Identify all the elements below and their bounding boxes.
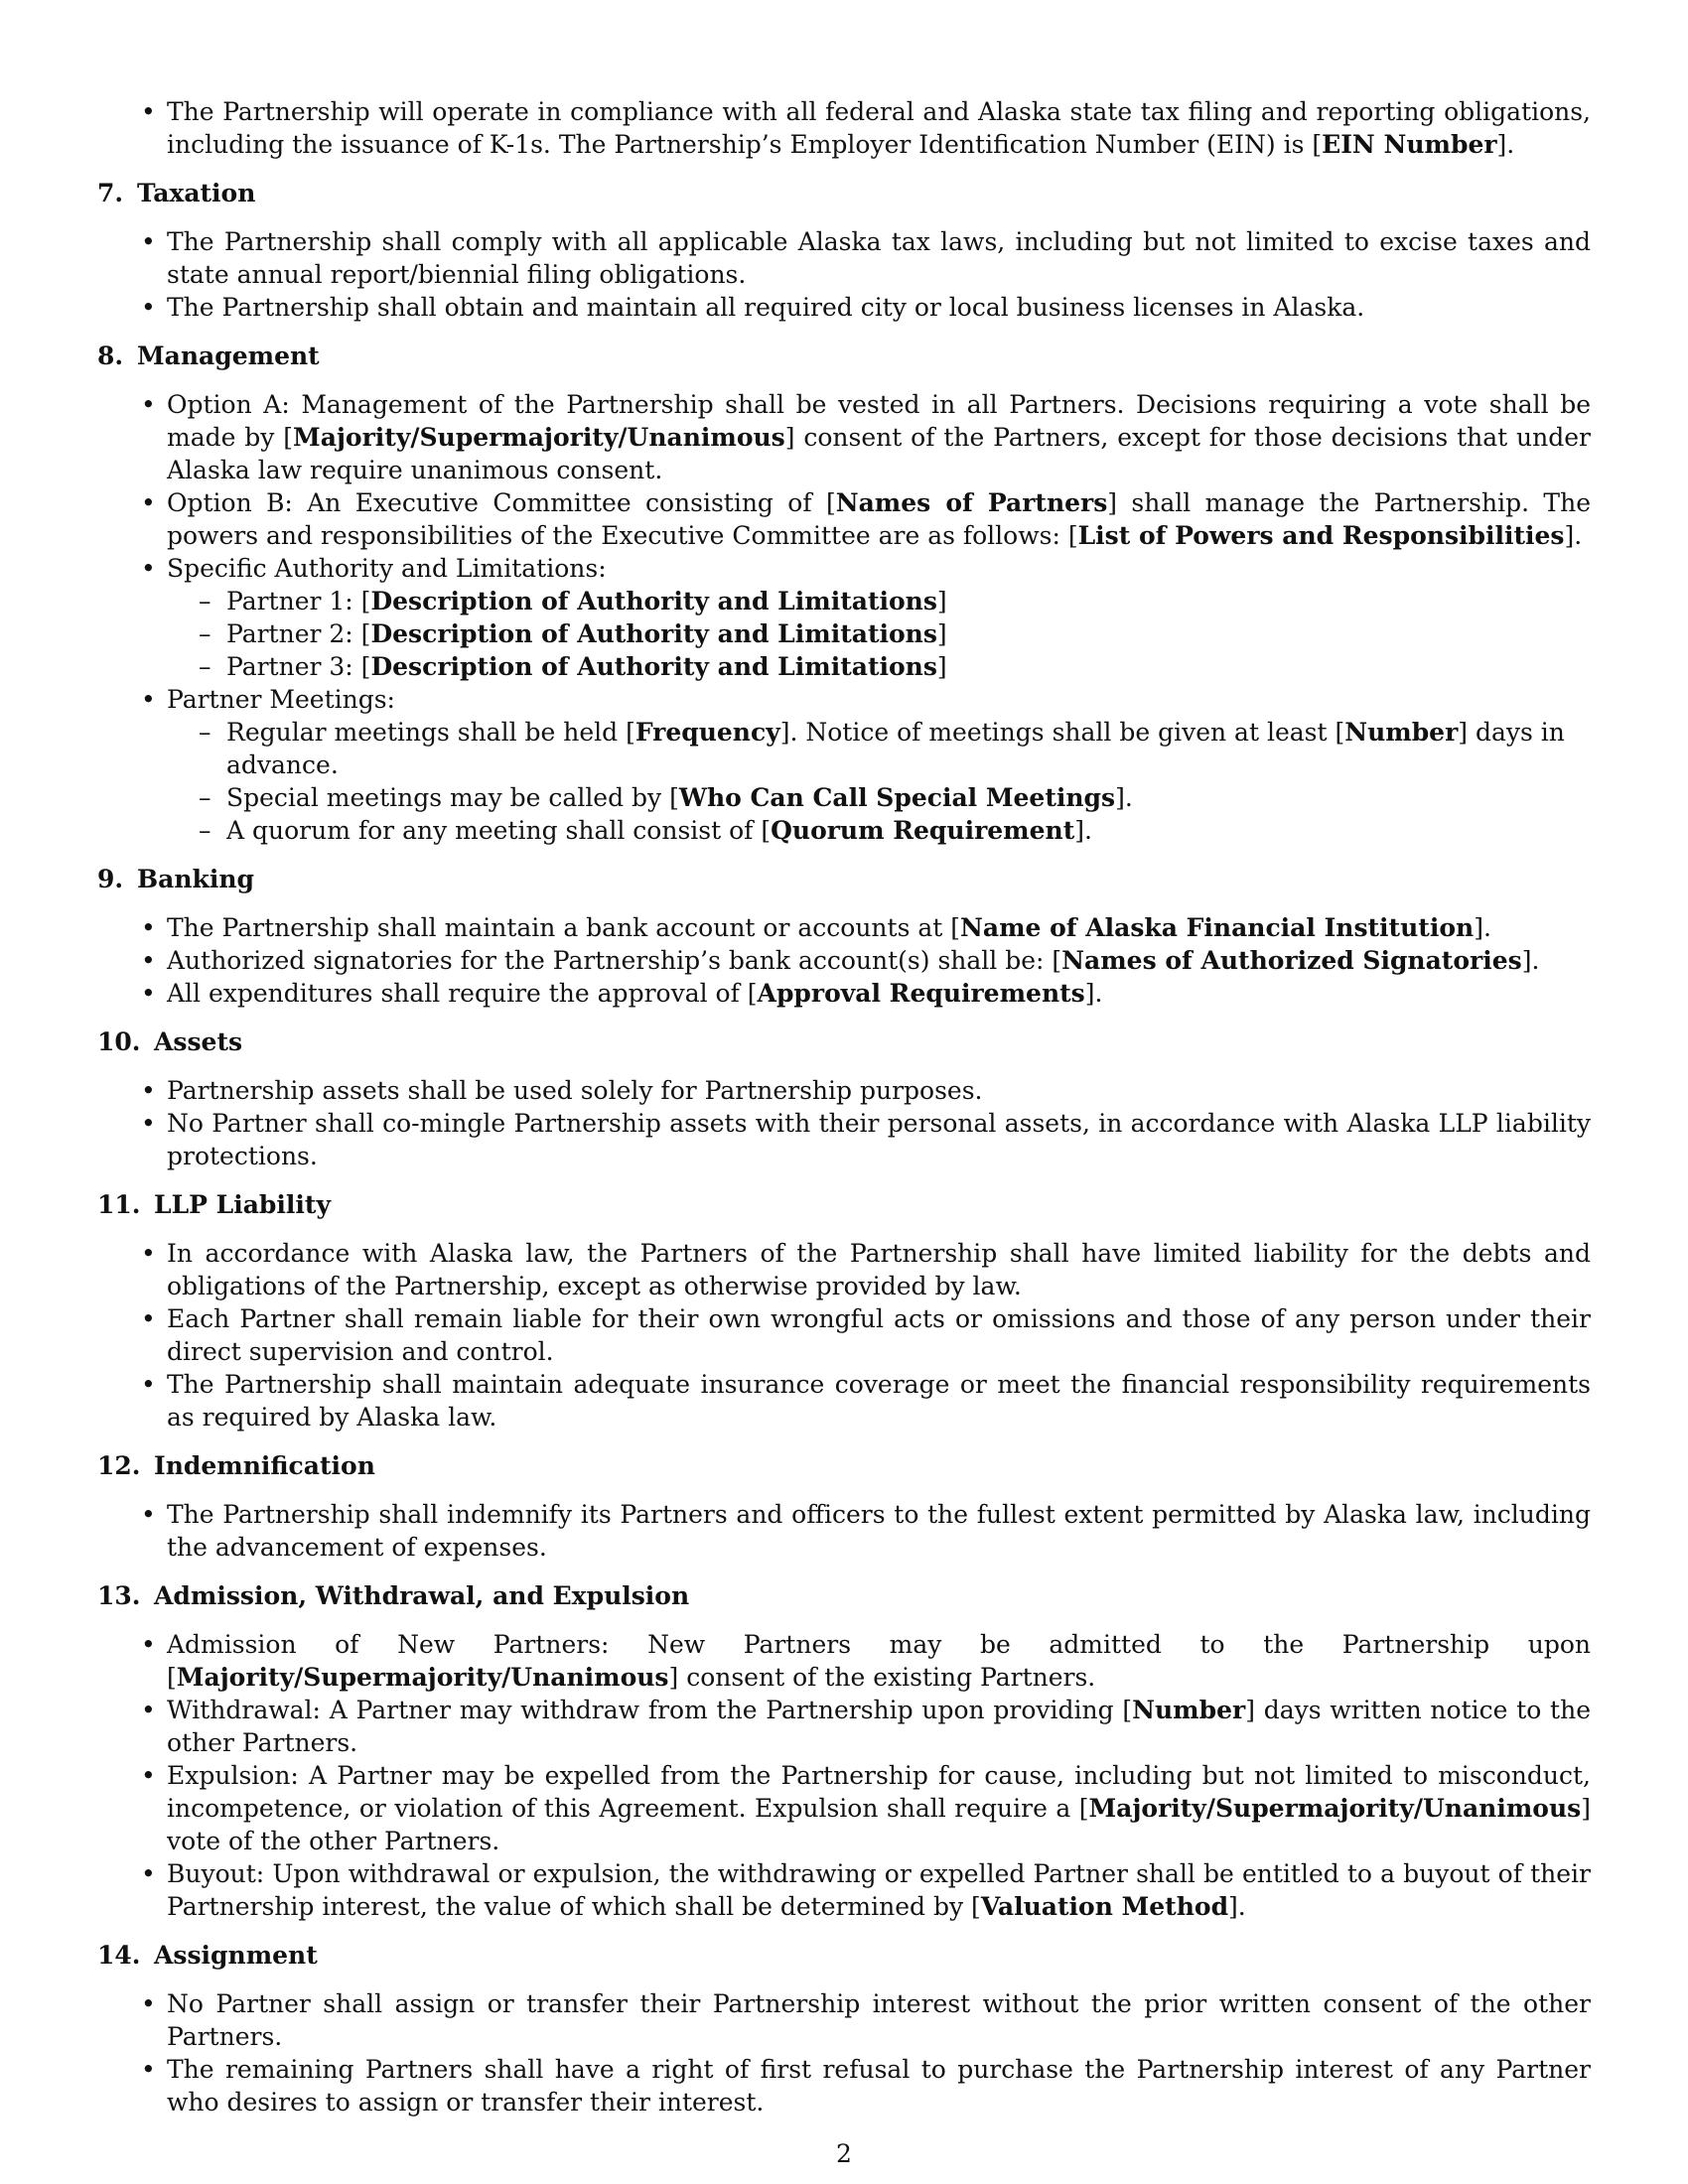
section-heading: 13. Admission, Withdrawal, and Expulsion (97, 1581, 690, 1610)
list-item: • The Partnership shall maintain a bank account or accounts at [Name of Alaska Financial Institution]. (97, 911, 1591, 944)
list-item: • The Partnership shall obtain and maintain all required city or local business licenses in Alaska. (97, 291, 1591, 324)
sub-list (167, 585, 1591, 683)
bullet-list (97, 1987, 1591, 2118)
bullet-list (97, 1628, 1591, 1923)
placeholder-ein: EIN Number (1322, 130, 1497, 159)
sub-list-item: – Regular meetings shall be held [Frequency]. Notice of meetings shall be given at least [Number] days in advance. (167, 716, 1591, 781)
sub-list (167, 716, 1591, 847)
section-heading: 8. Management (97, 341, 320, 370)
list-item: • In accordance with Alaska law, the Partners of the Partnership shall have limited liability for the debts and obligations of the Partnership, except as otherwise provided by law. (97, 1237, 1591, 1302)
section-heading: 9. Banking (97, 865, 254, 893)
list-item: • All expenditures shall require the approval of [Approval Requirements]. (97, 977, 1591, 1010)
section-banking (97, 863, 1591, 1010)
list-item: • Option B: An Executive Committee consisting of [Names of Partners] shall manage the Partnership. The powers and responsibilities of the Executive Committee are as follows: [List of Powers and Responsibilities]. (97, 486, 1591, 552)
list-item: • Option A: Management of the Partnership shall be vested in all Partners. Decisions requiring a vote shall be made by [Majority/Supermajority/Unanimous] consent of the Partners, except for those decisions that under Alaska law require unanimous consent. (97, 388, 1591, 486)
list-item: • Admission of New Partners: New Partners may be admitted to the Partnership upon [Majority/Supermajority/Unanimous] consent of the existing Partners. (97, 1628, 1591, 1694)
section-heading: 7. Taxation (97, 179, 256, 207)
list-item: • Expulsion: A Partner may be expelled from the Partnership for cause, including but not limited to misconduct, incompetence, or violation of this Agreement. Expulsion shall require a [Majority/Supermajority/Unanimous] vote of the other Partners. (97, 1759, 1591, 1857)
list-item: • The remaining Partners shall have a right of first refusal to purchase the Partnership interest of any Partner who desires to assign or transfer their interest. (97, 2053, 1591, 2118)
list-item: • Buyout: Upon withdrawal or expulsion, the withdrawing or expelled Partner shall be entitled to a buyout of their Partnership interest, the value of which shall be determined by [Valuation Method]. (97, 1857, 1591, 1923)
section-management (97, 340, 1591, 847)
section-taxation (97, 177, 1591, 324)
section-admission-withdrawal-expulsion (97, 1579, 1591, 1923)
bullet-list (97, 911, 1591, 1010)
section-heading: 10. Assets (97, 1027, 243, 1056)
section-indemnification (97, 1449, 1591, 1564)
section-llp-liability (97, 1188, 1591, 1433)
sub-list-item: – Special meetings may be called by [Who Can Call Special Meetings]. (167, 781, 1591, 814)
document-page (97, 95, 1591, 2118)
bullet-list (97, 388, 1591, 847)
list-item: • Partnership assets shall be used solely for Partnership purposes. (97, 1074, 1591, 1107)
page-number: 2 (836, 2139, 852, 2168)
sub-list-item: – A quorum for any meeting shall consist of [Quorum Requirement]. (167, 814, 1591, 847)
section-heading: 12. Indemnification (97, 1451, 375, 1480)
list-item: • Each Partner shall remain liable for their own wrongful acts or omissions and those of any person under their direct supervision and control. (97, 1302, 1591, 1368)
sub-list-item: – Partner 3: [Description of Authority and Limitations] (167, 650, 1591, 683)
list-item: • Withdrawal: A Partner may withdraw from the Partnership upon providing [Number] days written notice to the other Partners. (97, 1694, 1591, 1759)
section-heading: 11. LLP Liability (97, 1190, 331, 1219)
bullet-list (97, 1074, 1591, 1172)
list-item: • Authorized signatories for the Partnership’s bank account(s) shall be: [Names of Authorized Signatories]. (97, 944, 1591, 977)
bullet-list (97, 1237, 1591, 1433)
list-item: • The Partnership shall indemnify its Partners and officers to the fullest extent permitted by Alaska law, including the advancement of expenses. (97, 1498, 1591, 1564)
list-item: • The Partnership shall comply with all applicable Alaska tax laws, including but not limited to excise taxes and state annual report/biennial filing obligations. (97, 225, 1591, 291)
bullet-list (97, 225, 1591, 324)
section-assignment (97, 1939, 1591, 2118)
intro-list (97, 95, 1591, 161)
sub-list-item: – Partner 1: [Description of Authority and Limitations] (167, 585, 1591, 617)
sub-list-item: – Partner 2: [Description of Authority and Limitations] (167, 617, 1591, 650)
list-item: • The Partnership will operate in compliance with all federal and Alaska state tax filing and reporting obligations, including the issuance of K-1s. The Partnership’s Employer Identification Number (EIN) is [EIN Number]. (97, 95, 1591, 161)
list-item: • Partner Meetings: – Regular meetings shall be held [Frequency]. Notice of meetings shall be given at least [Number] days in advance. – Special meetings may be called by [Who Can Call Special Meetings]. – A quorum for any meeting shall consist of [Quorum Requirement]. (97, 683, 1591, 847)
section-heading: 14. Assignment (97, 1941, 318, 1970)
section-assets (97, 1025, 1591, 1172)
list-item: • No Partner shall co-mingle Partnership assets with their personal assets, in accordance with Alaska LLP liability protections. (97, 1107, 1591, 1172)
list-item: • No Partner shall assign or transfer their Partnership interest without the prior written consent of the other Partners. (97, 1987, 1591, 2053)
bullet-list (97, 1498, 1591, 1564)
list-item: • The Partnership shall maintain adequate insurance coverage or meet the financial responsibility requirements as required by Alaska law. (97, 1368, 1591, 1433)
list-item: • Specific Authority and Limitations: – Partner 1: [Description of Authority and Limitations] – Partner 2: [Description of Authority and Limitations] – Partner 3: [Description of Authority and Limitations] (97, 552, 1591, 683)
